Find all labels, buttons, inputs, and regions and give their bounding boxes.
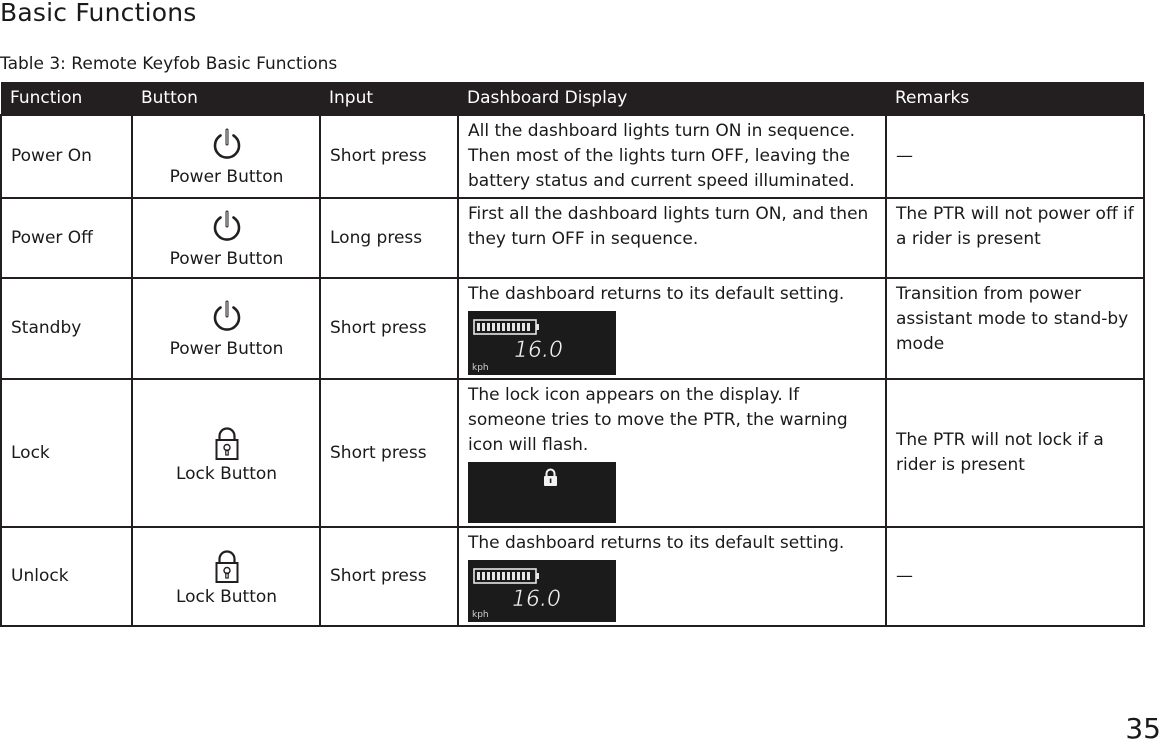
cell-button [132,278,320,379]
cell-remarks: — [886,115,1144,198]
display-text: All the dashboard lights turn ON in sequence. Then most of the lights turn OFF, leaving the battery status and current speed illuminated. [468,121,856,191]
display-text: The dashboard returns to its default setting. [468,284,845,304]
cell-function: Power Off [1,198,132,278]
dashboard-lcd-image [468,462,616,523]
speed-readout: 16.0 [514,338,563,363]
table-caption: Table 3: Remote Keyfob Basic Functions [0,54,338,74]
cell-display [458,379,886,527]
cell-display [458,198,886,278]
cell-display [458,527,886,626]
display-text: The lock icon appears on the display. If someone tries to move the PTR, the warning icon will flash. [468,385,848,455]
cell-display [458,278,886,379]
cell-function: Lock [1,379,132,527]
button-label: Lock Button [175,587,278,607]
cell-button [132,379,320,527]
battery-icon [474,320,539,334]
cell-function: Power On [1,115,132,198]
cell-remarks: The PTR will not power off if a rider is present [886,198,1144,278]
lcd-lock-icon [544,470,557,487]
dashboard-lcd-image [468,560,616,622]
power-icon [207,125,247,165]
speed-unit: kph [472,610,489,620]
speed-readout: 16.0 [512,587,561,612]
cell-remarks: — [886,527,1144,626]
header-button: Button [132,82,320,115]
cell-button [132,527,320,626]
table-row [1,379,1144,527]
power-icon [207,207,247,247]
table-row [1,278,1144,379]
button-label: Lock Button [175,463,278,484]
header-input: Input [320,82,458,115]
speed-unit: kph [472,363,489,373]
lock-icon [207,422,247,462]
cell-input: Short press [320,527,458,626]
button-label: Power Button [169,248,284,269]
cell-input: Short press [320,278,458,379]
cell-button [132,198,320,278]
cell-input: Long press [320,198,458,278]
cell-function: Standby [1,278,132,379]
header-function: Function [1,82,132,115]
table-row [1,198,1144,278]
power-icon [207,297,247,337]
header-remarks: Remarks [886,82,1144,115]
button-label: Power Button [169,339,284,359]
section-title: Basic Functions [0,0,197,27]
display-text: The dashboard returns to its default setting. [468,533,845,553]
header-dashboard-display: Dashboard Display [458,82,886,115]
display-text: First all the dashboard lights turn ON, and then they turn OFF in sequence. [468,204,869,249]
button-label: Power Button [169,167,284,187]
page-number: 35 [1125,712,1161,745]
cell-input: Short press [320,379,458,527]
cell-button [132,115,320,198]
cell-remarks: Transition from power assistant mode to stand-by mode [886,278,1144,379]
cell-display [458,115,886,198]
battery-icon [474,569,539,583]
cell-remarks: The PTR will not lock if a rider is present [886,379,1144,527]
cell-input: Short press [320,115,458,198]
keyfob-functions-table [0,82,1145,627]
dashboard-lcd-image [468,311,616,375]
table-row [1,527,1144,626]
table-row [1,115,1144,198]
cell-function: Unlock [1,527,132,626]
lock-icon [207,545,247,585]
table-header-row [1,82,1144,115]
